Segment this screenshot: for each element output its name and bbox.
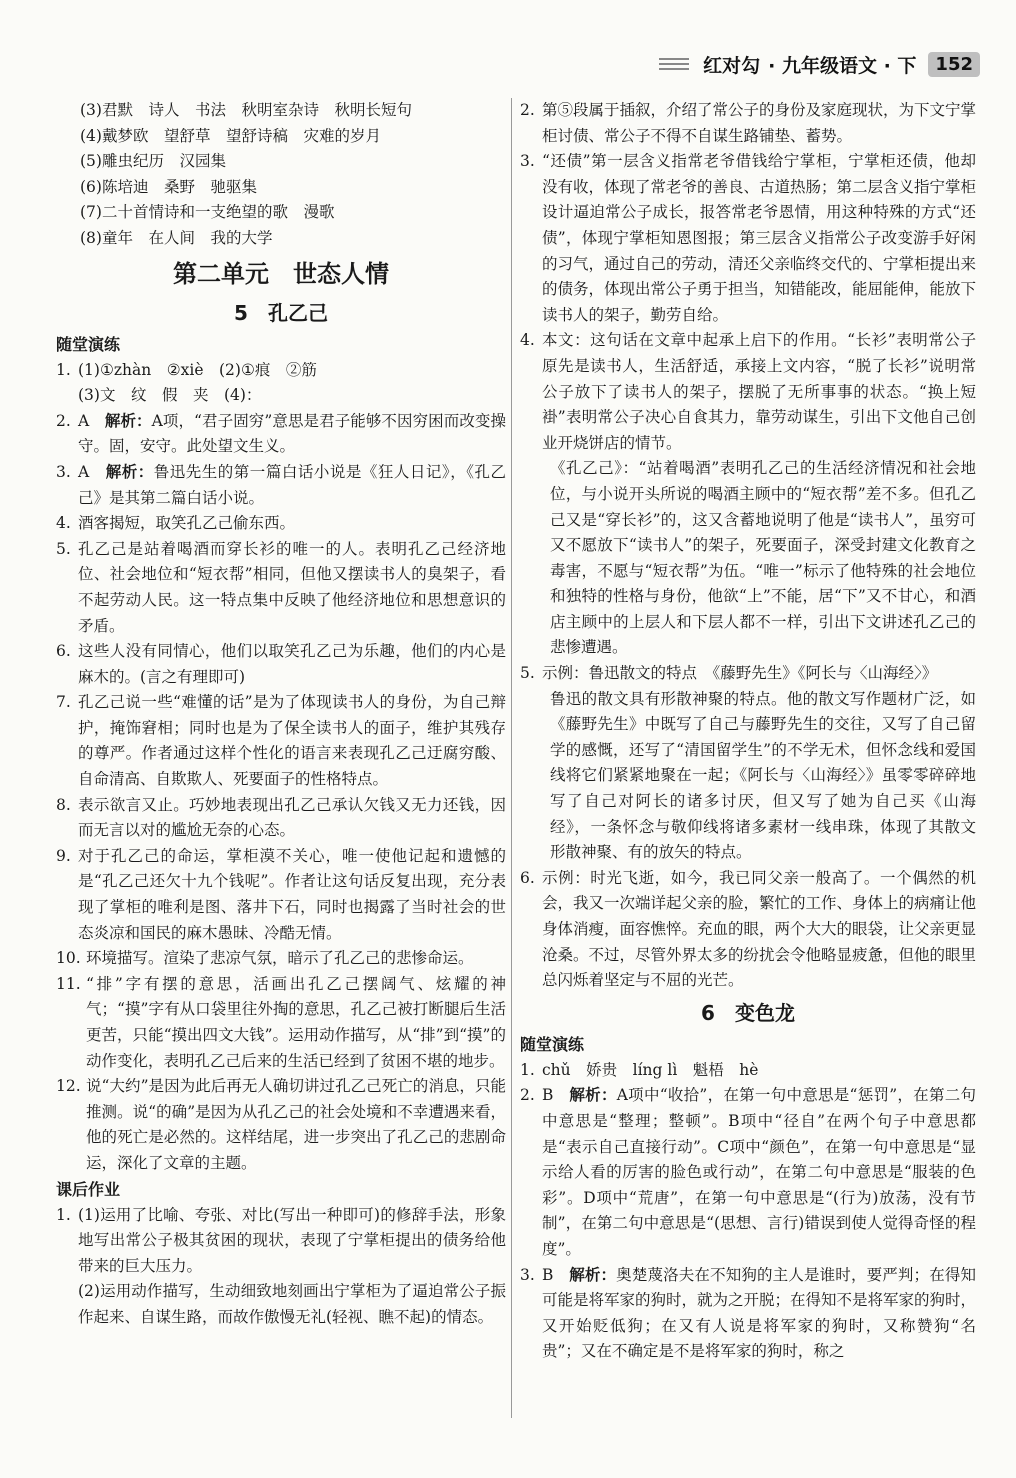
answer-item: 2. 第⑤段属于插叙，介绍了常公子的身份及家庭现状，为下文宁掌柜讨债、常公子不得不自谋生路铺垫、蓄势。 <box>520 101 977 145</box>
answer-item: 5. 示例：鲁迅散文的特点 《藤野先生》《阿长与〈山海经〉》 <box>520 664 938 683</box>
answer-line: (6)陈培迪 桑野 驰驱集 <box>80 177 257 196</box>
lesson-title: 6 变色龙 <box>701 1000 795 1025</box>
answer-item: 1. (1)运用了比喻、夸张、对比(写出一种即可)的修辞手法，形象地写出常公子极其贫困的现状，表现了宁掌柜提出的债务给他带来的巨大压力。 (2)运用动作描写，生动细致地刻画出宁掌柜为了逼迫常公子振作起来、自谋生路，而故作傲慢无礼(轻视、瞧不起)的情态。 <box>56 1205 506 1326</box>
answer-item: 1. (1)①zhàn ②xiè (2)①痕 ②筋 (3)文 纹 假 夹 (4)： <box>56 360 317 405</box>
section-heading: 随堂演练 <box>56 334 121 354</box>
answer-line: (8)童年 在人间 我的大学 <box>80 228 273 247</box>
answer-item: 3. B 解析：奥楚蔑洛夫在不知狗的主人是谁时，要严判；在得知可能是将军家的狗时，就为之开脱；在得知不是将军家的狗时，又开始贬低狗；在又有人说是将军家的狗时，又称赞狗“名贵”；又在不确定是不是将军家的狗时，称之 <box>520 1265 977 1361</box>
answer-item: 3. “还债”第一层含义指常老爷借钱给宁掌柜，宁掌柜还债，他却没有收，体现了常老爷的善良、古道热肠；第二层含义指宁掌柜设计逼迫常公子成长，报答常老爷恩情，用这种特殊的方式“还债”，体现宁掌柜知恩图报；第三层含义指常公子改变游手好闲的习气，通过自己的劳动，清还父亲临终交代的、宁掌柜提出来的债务，体现出常公子勇于担当，知错能改，能屈能伸，能放下读书人的架子，勤劳自给。 <box>520 152 977 324</box>
section-heading: 课后作业 <box>56 1179 121 1199</box>
answer-line: (4)戴梦欧 望舒草 望舒诗稿 灾难的岁月 <box>80 126 381 145</box>
answer-item: 12. 说“大约”是因为此后再无人确切讲过孔乙己死亡的消息，只能推测。说“的确”是因为从孔乙己的社会处境和不幸遭遇来看，他的死亡是必然的。这样结尾，进一步突出了孔乙己的悲剧命运，深化了文章的主题。 <box>56 1077 506 1172</box>
answer-item: 9. 对于孔乙己的命运，掌柜漠不关心，唯一使他记起和遗憾的是“孔乙己还欠十九个钱呢”。作者让这句话反复出现，充分表现了掌柜的唯利是图、落井下石，同时也揭露了当时社会的世态炎凉和国民的麻木愚昧、冷酷无情。 <box>56 846 506 942</box>
answer-item: 5. 孔乙己是站着喝酒而穿长衫的唯一的人。表明孔乙己经济地位、社会地位和“短衣帮”相同，但他又摆读书人的臭架子，看不起劳动人民。这一特点集中反映了他经济地位和思想意识的矛盾。 <box>56 539 506 635</box>
answer-line: (5)雕虫纪历 汉园集 <box>80 152 226 171</box>
header-decoration <box>659 58 689 70</box>
answer-item: 4. 酒客揭短，取笑孔乙己偷东西。 <box>56 514 296 533</box>
page-number: 152 <box>928 52 980 77</box>
right-column <box>520 98 976 1365</box>
answer-item: 8. 表示欲言又止。巧妙地表现出孔乙己承认欠钱又无力还钱，因而无言以对的尴尬无奈的心态。 <box>56 795 506 840</box>
section-heading: 随堂演练 <box>520 1034 585 1054</box>
lesson-title: 5 孔乙己 <box>234 300 328 325</box>
answer-item: 6. 这些人没有同情心，他们以取笑孔乙己为乐趣，他们的内心是麻木的。(言之有理即可) <box>56 642 506 686</box>
answer-item: 10. 环境描写。渲染了悲凉气氛，暗示了孔乙己的悲惨命运。 <box>56 949 474 968</box>
answer-item: 6. 示例：时光飞逝，如今，我已同父亲一般高了。一个偶然的机会，我又一次端详起父亲的脸，繁忙的工作、身体上的病痛让他身体消瘦，面容憔悴。充血的眼，两个大大的眼袋，让父亲更显沧桑。不过，尽管外界太多的纷扰会令他略显疲惫，但他的眼里总闪烁着坚定与不屈的光芒。 <box>520 868 977 990</box>
answer-item: 1. chǔ 娇贵 líng lì 魁梧 hè <box>520 1060 759 1079</box>
answer-item: 2. A 解析：A项，“君子固穷”意思是君子能够不因穷困而改变操守。固，安守。此处望文生义。 <box>56 411 506 456</box>
unit-title: 第二单元 世态人情 <box>173 259 389 288</box>
header-subtitle: · 九年级语文 · 下 <box>768 54 917 77</box>
answer-item: 2. B 解析：A项中“收拾”，在第一句中意思是“惩罚”，在第二句中意思是“整理；整顿”。B项中“径自”在两个句子中意思都是“表示自己直接行动”。C项中“颜色”，在第一句中意思是“显示给人看的厉害的脸色或行动”，在第二句中意思是“服装的色彩”。D项中“荒唐”，在第一句中意思是“(行为)放荡，没有节制”，在第二句中意思是“(思想、言行)错误到使人觉得奇怪的程度”。 <box>520 1086 976 1258</box>
answer-item: 11. “排”字有摆的意思，活画出孔乙己摆阔气、炫耀的神气；“摸”字有从口袋里往外掏的意思，孔乙己被打断腿后生活更苦，只能“摸出四文大钱”。运用动作描写，从“排”到“摸”的动作变化，表明孔乙己后来的生活已经到了贫困不堪的地步。 <box>56 974 506 1070</box>
answer-line: (7)二十首情诗和一支绝望的歌 漫歌 <box>80 203 335 222</box>
answer-item: 3. A 解析：鲁迅先生的第一篇白话小说是《狂人日记》，《孔乙己》是其第二篇白话小说。 <box>56 462 506 507</box>
answer-paragraph: 《孔乙己》：“站着喝酒”表明孔乙己的生活经济情况和社会地位，与小说开头所说的喝酒主顾中的“短衣帮”差不多。但孔乙己又是“穿长衫”的，这又含蓄地说明了他是“读书人”，虽穷可又不愿放下“读书人”的架子，死要面子，深受封建文化教育之毒害，不愿与“短衣帮”为伍。“唯一”标示了他特殊的社会地位和独特的性格与身份，他欲“上”不能，居“下”又不甘心，和酒店主顾中的上层人和下层人都不一样，引出下文讲述孔乙己的悲惨遭遇。 <box>550 459 976 657</box>
answer-line: (3)君默 诗人 书法 秋明室杂诗 秋明长短句 <box>80 101 412 119</box>
header-brand: 红对勾 <box>703 54 761 77</box>
answer-item: 4. 本文：这句话在文章中起承上启下的作用。“长衫”表明常公子原先是读书人，生活舒适，承接上文内容，“脱了长衫”说明常公子放下了读书人的架子，摆脱了无所事事的状态。“换上短褂”表明常公子决心自食其力，靠劳动谋生，引出下文他自己创业开烧饼店的情节。 <box>520 331 976 452</box>
answer-paragraph: 鲁迅的散文具有形散神聚的特点。他的散文写作题材广泛，如《藤野先生》中既写了自己与藤野先生的交往，又写了自己留学的感慨，还写了“清国留学生”的不学无术，但怀念线和爱国线将它们紧紧地聚在一起；《阿长与〈山海经〉》虽零零碎碎地写了自己对阿长的诸多讨厌，但又写了她为自己买《山海经》，一条怀念与敬仰线将诸多素材一线串珠，体现了其散文形散神聚、有的放矢的特点。 <box>550 689 976 862</box>
left-column <box>56 98 506 1331</box>
column-divider <box>511 98 512 1418</box>
answer-item: 7. 孔乙己说一些“难懂的话”是为了体现读书人的身份，为自己辩护，掩饰窘相；同时也是为了保全读书人的面子，维护其残存的尊严。作者通过这样个性化的语言来表现孔乙己迂腐穷酸、自命清高、自欺欺人、死要面子的性格特点。 <box>56 693 506 789</box>
page-header <box>659 48 980 80</box>
